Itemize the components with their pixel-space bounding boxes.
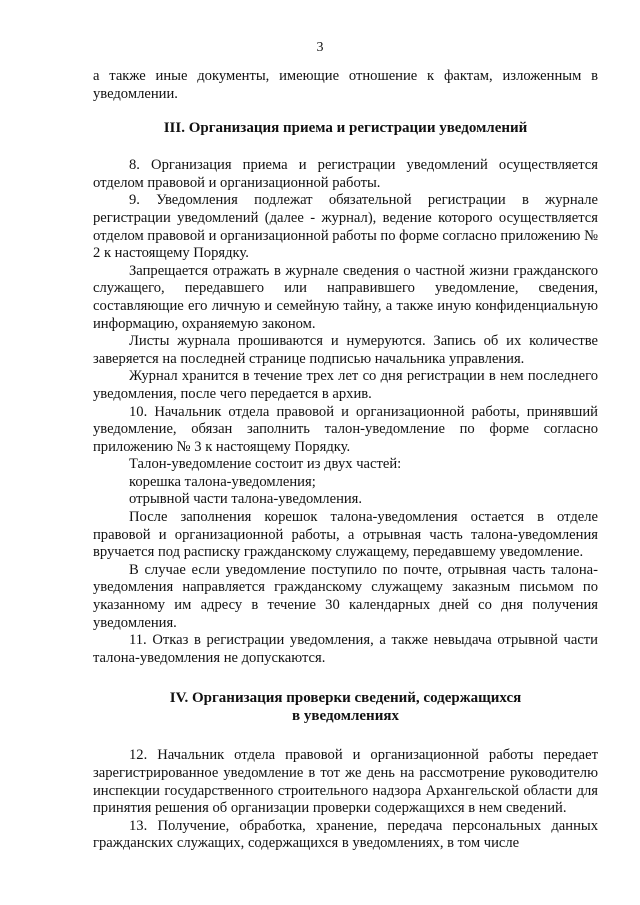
paragraph-11: 11. Отказ в регистрации уведомления, а также невыдача отрывной части талона-уведомления не допускаются. [93, 632, 598, 666]
section-heading-3: III. Организация приема и регистрации уведомлений [163, 120, 528, 137]
paragraph-9-sheets: Листы журнала прошиваются и нумеруются. Запись об их количестве заверяется на последней странице подписью начальника управления. [93, 333, 598, 367]
paragraph-9-storage: Журнал хранится в течение трех лет со дня регистрации в нем последнего уведомления, после чего передается в архив. [93, 368, 598, 402]
section-heading-4-line-2: в уведомлениях [292, 708, 399, 725]
section-heading-4-line-1: IV. Организация проверки сведений, содержащихся [169, 690, 522, 707]
intro-paragraph: а также иные документы, имеющие отношение к фактам, изложенным в уведомлении. [93, 68, 598, 102]
paragraph-10: 10. Начальник отдела правовой и организационной работы, принявший уведомление, обязан заполнить талон-уведомление по форме согласно приложению № 3 к настоящему Порядку. [93, 403, 598, 455]
page-number: 3 [316, 40, 324, 55]
document-body [93, 68, 598, 853]
paragraph-10-mail: В случае если уведомление поступило по почте, отрывная часть талона-уведомления направляется гражданскому служащему заказным письмом по указанному им адресу в течение 30 календарных дней со дня получения уведомления. [93, 561, 598, 631]
paragraph-13: 13. Получение, обработка, хранение, передача персональных данных гражданских служащих, содержащихся в уведомлениях, в том числе [93, 817, 598, 852]
paragraph-10-after: После заполнения корешок талона-уведомления остается в отделе правовой и организационной работы, а отрывная часть талона-уведомления вручается под расписку гражданскому служащему, передавшему уведомление. [93, 509, 598, 561]
paragraph-10-part-2: отрывной части талона-уведомления. [129, 491, 363, 508]
paragraph-10-part-1: корешка талона-уведомления; [129, 473, 316, 490]
paragraph-8: 8. Организация приема и регистрации уведомлений осуществляется отделом правовой и организационной работы. [93, 157, 598, 191]
paragraph-9: 9. Уведомления подлежат обязательной регистрации в журнале регистрации уведомлений (далее - журнал), ведение которого осуществляется отделом правовой и организационной работы по форме согласно приложению № 2 к настоящему Порядку. [93, 192, 598, 262]
section-heading-4 [93, 689, 598, 725]
paragraph-12: 12. Начальник отдела правовой и организационной работы передает зарегистрированное уведомление в тот же день на рассмотрение руководителю инспекции государственного строительного надзора Архангельской области для принятия решения об организации проверки содержащихся в нем сведений. [93, 747, 598, 817]
paragraph-10-parts: Талон-уведомление состоит из двух частей: [129, 456, 402, 473]
paragraph-9-prohibition: Запрещается отражать в журнале сведения о частной жизни гражданского служащего, передавшего или направившего уведомление, сведения, составляющие его личную и семейную тайну, а также иную конфиденциальную информацию, охраняемую законом. [93, 262, 598, 332]
